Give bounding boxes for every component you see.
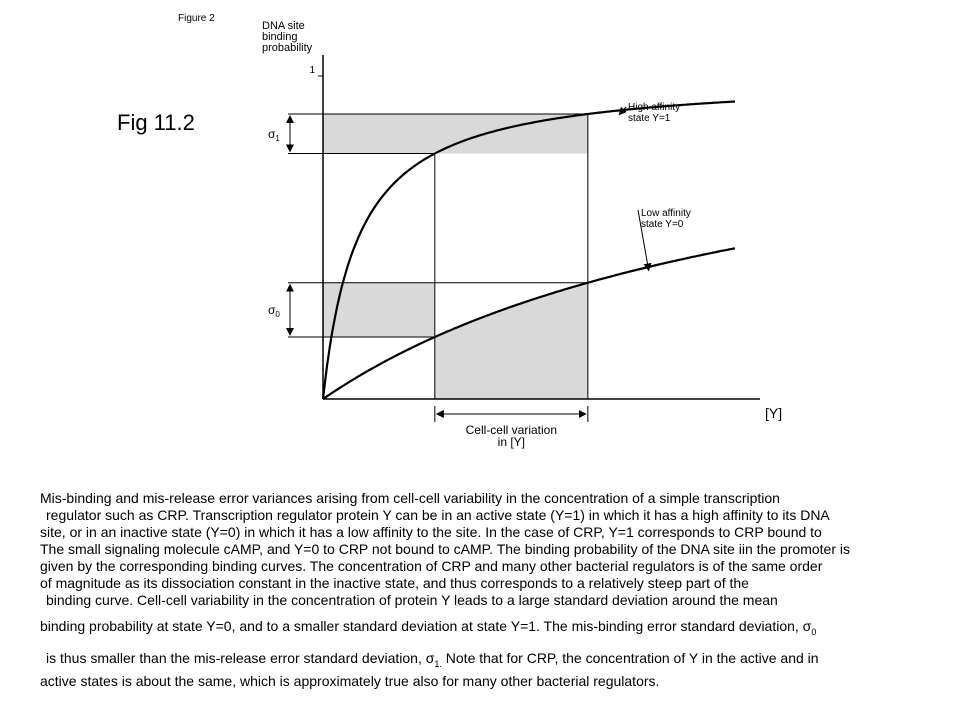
caption-line-2: regulator such as CRP. Transcription regulator protein Y can be in an active state (Y=1) in which it has a high affinity to its DNA [46,507,830,523]
y-axis-label-line: DNA site [262,20,305,32]
x-axis-label: [Y] [765,405,783,421]
low-affinity-label-line: Low affinity [641,208,691,219]
caption-line-3: site, or in an inactive state (Y=0) in which it has a low affinity to the site. In the case of CRP, Y=1 corresponds to CRP bound to [40,524,822,540]
shaded-variation-band [435,283,588,399]
high-affinity-label-line: High affinity [628,102,681,113]
caption-line-4: The small signaling molecule cAMP, and Y=0 to CRP not bound to cAMP. The binding probability of the DNA site iin the promoter is [40,541,850,557]
variation-label-line: in [Y] [497,435,526,449]
sigma0-label: $\sigma_0$ [268,302,280,319]
caption-line-5: given by the corresponding binding curves. The concentration of CRP and many other bacterial regulators is of the same order [40,558,823,574]
low-affinity-label-line: state Y=0 [641,219,684,230]
figure-caption [40,490,960,690]
y-axis-label-line: probability [262,42,313,54]
caption-line-10: active states is about the same, which is approximately true also for many other bacterial regulators. [40,672,660,689]
caption-line-7: binding curve. Cell-cell variability in the concentration of protein Y leads to a large standard deviation around the mean [46,592,778,608]
figure-title: Figure 2 [178,13,215,24]
caption-line-6: of magnitude as its dissociation constant in the inactive state, and thus corresponds to a relatively steep part of the [40,575,749,591]
y-axis-label-line: binding [262,31,298,43]
y-tick-label: 1 [309,65,315,76]
caption-line-9: is thus smaller than the mis-release error standard deviation, $\sigma_{1.}$ Note that for CRP, the concentration of Y in the active and in [46,649,819,669]
fig-label: Fig 11.2 [117,110,195,135]
sigma1-label: $\sigma_1$ [268,126,280,143]
caption-line-8: binding probability at state Y=0, and to a smaller standard deviation at state Y=1. The mis-binding error standard deviation, $\sigma_0$ [40,618,817,637]
variation-label-line: Cell-cell variation [465,423,558,437]
high-affinity-label-line: state Y=1 [628,113,671,124]
caption-line-1: Mis-binding and mis-release error variances arising from cell-cell variability in the concentration of a simple transcription [40,490,780,506]
